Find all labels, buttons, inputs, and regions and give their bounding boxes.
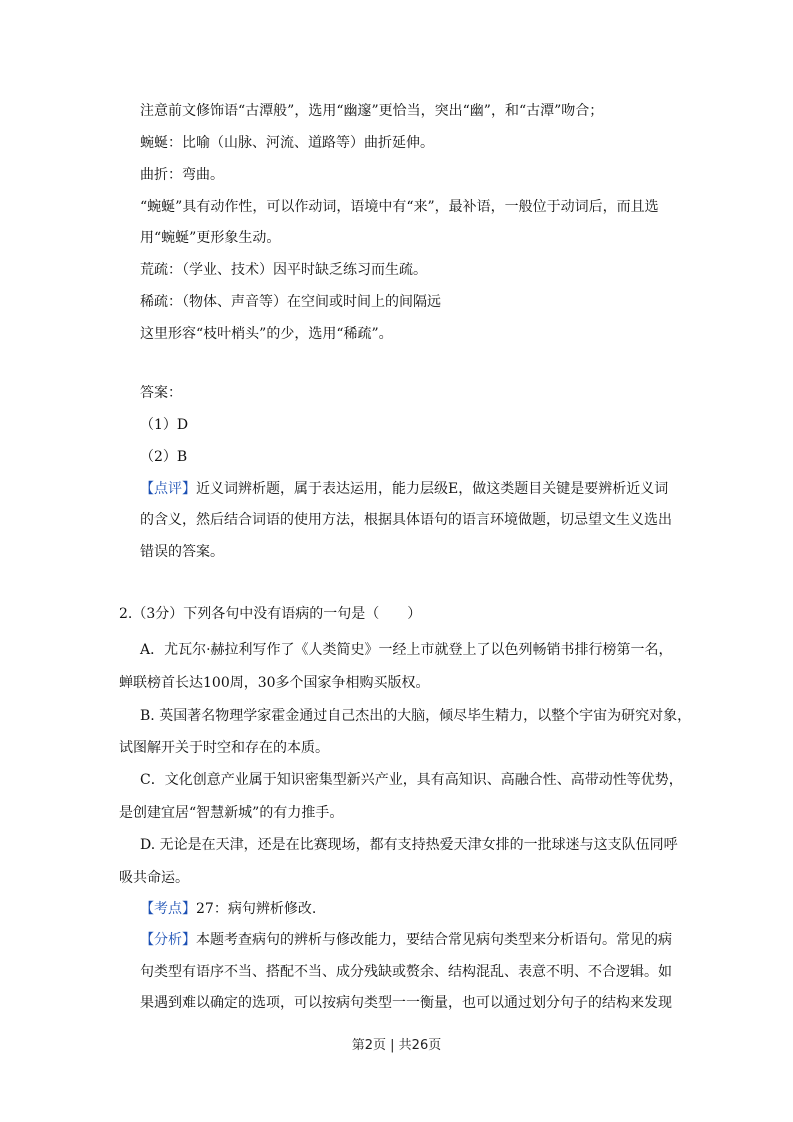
comment-tag: 【点评】 [140, 481, 196, 497]
analysis-text: 本题考查病句的辨析与修改能力，要结合常见病句类型来分析语句。常见的病 [196, 932, 672, 948]
answer-item: （1）D [140, 417, 189, 433]
text-line: 蜿蜒：比喻（山脉、河流、道路等）曲折延伸。 [140, 135, 434, 151]
answer-label: 答案： [140, 385, 182, 401]
analysis-line [140, 930, 672, 950]
comment-line: 的含义，然后结合词语的使用方法，根据具体语句的语言环境做题，切忌望文生义选出 [140, 512, 672, 528]
option-line: 是创建宜居“智慧新城”的有力推手。 [119, 805, 344, 821]
option-line: B. 英国著名物理学家霍金通过自己杰出的大脑，倾尽毕生精力，以整个宇宙为研究对象， [140, 708, 692, 724]
text-line: 用“蜿蜒”更形象生动。 [140, 230, 281, 246]
option-line: C．文化创意产业属于知识密集型新兴产业，具有高知识、高融合性、高带动性等优势， [140, 772, 683, 788]
analysis-line: 果遇到难以确定的选项，可以按病句类型一一衡量，也可以通过划分句子的结构来发现 [140, 995, 672, 1011]
text-line: 曲折：弯曲。 [140, 167, 224, 183]
text-line: 荒疏：（学业、技术）因平时缺乏练习而生疏。 [140, 262, 427, 278]
analysis-tag: 【分析】 [140, 932, 196, 948]
text-line: 这里形容“枝叶梢头”的少，选用“稀疏”。 [140, 326, 393, 342]
answer-item: （2）B [140, 449, 188, 465]
analysis-line: 句类型有语序不当、搭配不当、成分残缺或赘余、结构混乱、表意不明、不合逻辑。如 [140, 964, 672, 980]
kaodian-tag: 【考点】 [140, 901, 196, 917]
text-line: “蜿蜒”具有动作性，可以作动词，语境中有“来”，最补语，一般位于动词后，而且选 [140, 199, 659, 215]
text-line: 注意前文修饰语“古潭般”，选用“幽邃”更恰当，突出“幽”，和“古潭”吻合； [140, 103, 604, 119]
option-line: D. 无论是在天津，还是在比赛现场，都有支持热爱天津女排的一批球迷与这支队伍同呼 [140, 837, 678, 853]
option-line: 吸共命运。 [119, 870, 189, 886]
option-line: 试图解开关于时空和存在的本质。 [119, 740, 329, 756]
text-line: 稀疏：（物体、声音等）在空间或时间上的间隔远 [140, 294, 441, 310]
kaodian-text: 27：病句辨析修改. [196, 901, 317, 917]
question-title: 2.（3分）下列各句中没有语病的一句是（ ） [119, 606, 422, 622]
comment-text: 近义词辨析题，属于表达运用，能力层级E，做这类题目关键是要辨析近义词 [196, 481, 669, 497]
kaodian-line [140, 899, 316, 919]
option-line: A．尤瓦尔·赫拉利写作了《人类简史》一经上市就登上了以色列畅销书排行榜第一名， [140, 642, 673, 658]
comment-line [140, 479, 668, 499]
option-line: 蝉联榜首长达100周，30多个国家争相购买版权。 [119, 675, 430, 691]
comment-line: 错误的答案。 [140, 544, 224, 560]
page-footer: 第2页 | 共26页 [351, 1038, 442, 1053]
